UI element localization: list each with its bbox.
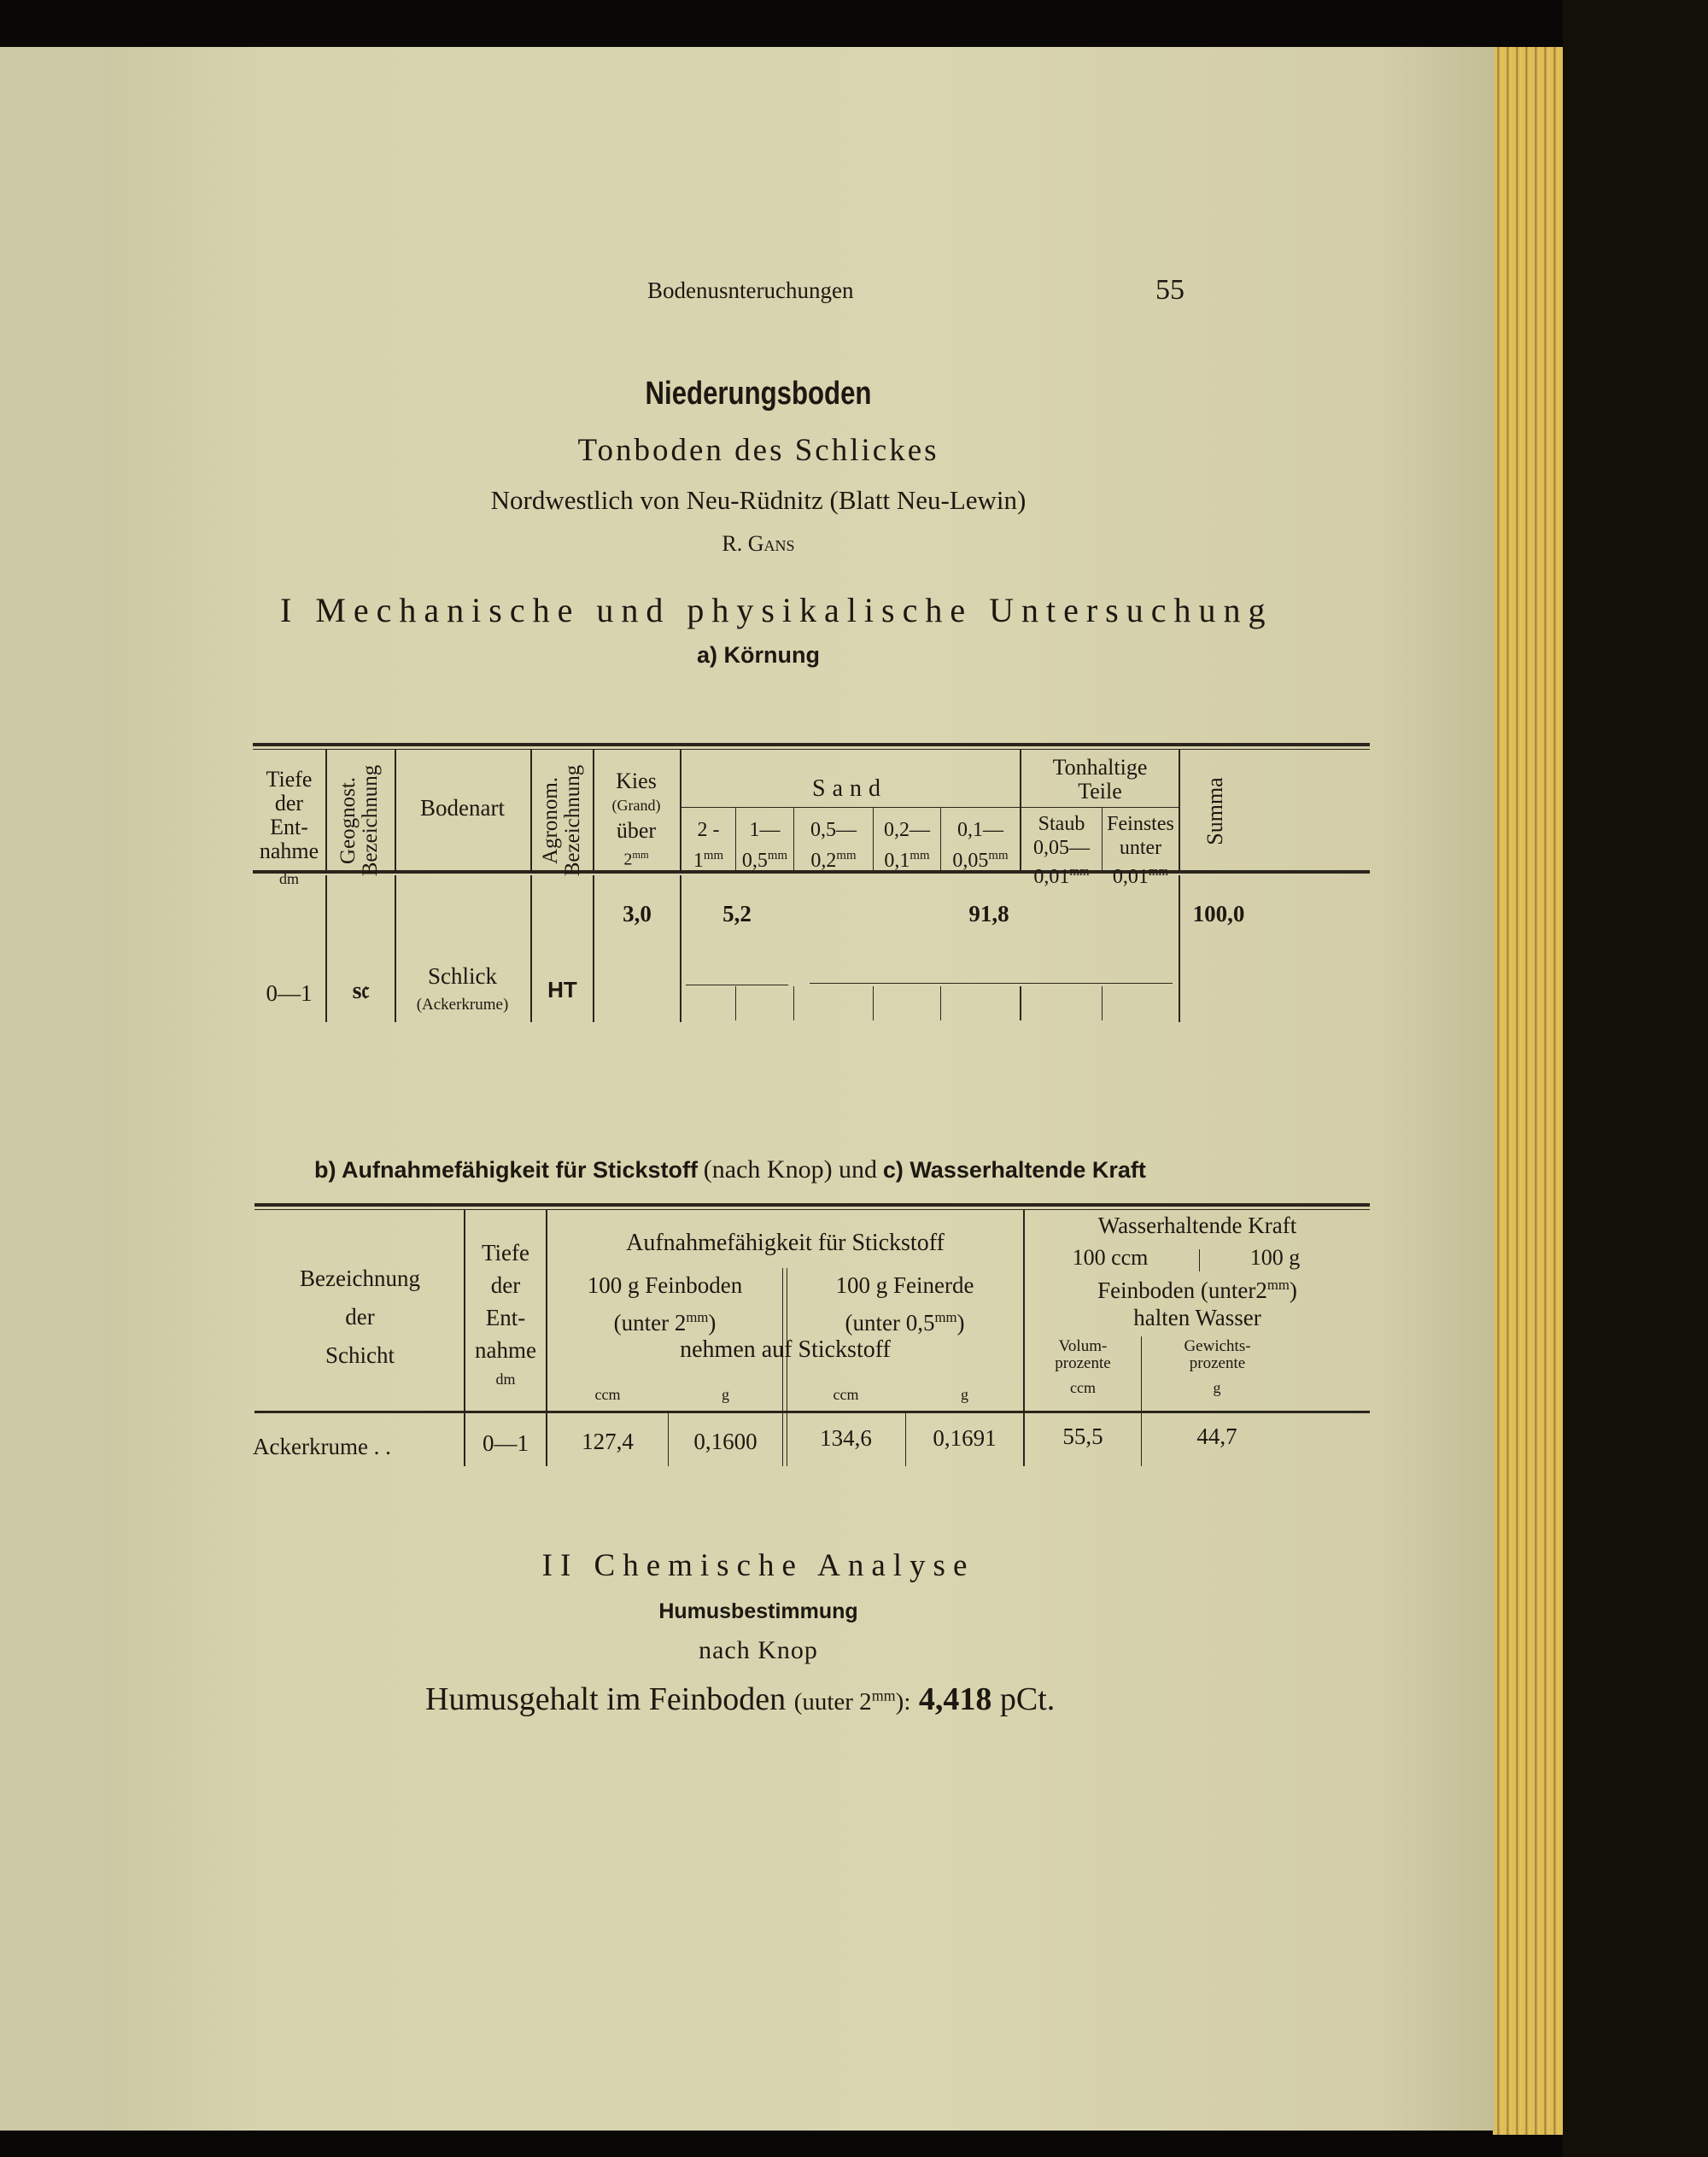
result-paren: (uuter 2: [793, 1688, 872, 1716]
col-summa-header: Summa: [1202, 777, 1227, 845]
unit-label: mm: [836, 849, 857, 862]
row-bodenart-note: (Ackerkrume): [416, 996, 509, 1014]
row-depth: 0—1: [266, 980, 313, 1006]
col-agronom-header: [540, 752, 584, 889]
t1-vline: [680, 875, 681, 1022]
unit-label: mm: [767, 849, 788, 862]
location-line: Nordwestlich von Neu-Rüdnitz (Blatt Neu-Lewin): [490, 485, 1027, 515]
header-line: Geognost.: [336, 776, 360, 865]
part-c-label: c) Wasserhaltende Kraft: [882, 1157, 1146, 1183]
unit-label: dm: [278, 870, 299, 887]
wasser-100ccm: 100 ccm: [1072, 1245, 1149, 1270]
row-tiefe: 0—1: [483, 1430, 529, 1456]
row-fine-total: 91,8: [968, 901, 1009, 927]
col-bodenart-header: Bodenart: [420, 795, 505, 821]
header-line: Bezeichnung: [561, 764, 584, 877]
wasser-halten: halten Wasser: [1133, 1305, 1261, 1330]
part-b-label: b) Aufnahmefähigkeit für Stickstoff: [314, 1157, 699, 1183]
result-close: ):: [895, 1688, 911, 1716]
unit-label: mm: [871, 1686, 896, 1704]
unit-label: mm: [632, 849, 649, 861]
sub-header-bottom: 0,2: [810, 850, 837, 872]
result-value: 4,418: [918, 1681, 992, 1717]
header-line: Ent-: [485, 1305, 526, 1330]
header-line: Tiefe: [266, 767, 313, 792]
gewicht-header: [1143, 1338, 1292, 1372]
header-line: ): [708, 1310, 717, 1336]
header-line: der: [345, 1304, 375, 1330]
t1-vline: [325, 750, 327, 871]
section-bc-heading: [314, 1155, 1146, 1184]
section-1-subheading: a) Körnung: [697, 642, 820, 668]
row-sand-coarse: 5,2: [722, 901, 752, 927]
header-line: 2: [623, 850, 633, 869]
header-line: ): [1289, 1277, 1297, 1303]
t1-vline: [1102, 986, 1103, 1020]
table1-top-rule-thin: [253, 749, 1370, 750]
page-stack-edge: [1493, 47, 1563, 2135]
row-feinerde-ccm: 134,6: [820, 1425, 872, 1451]
header-line: Tiefe: [481, 1240, 529, 1266]
t1-hline: [1021, 807, 1180, 808]
unit-label: mm: [988, 849, 1009, 862]
header-line: Agronom.: [539, 776, 562, 865]
method-line: nach Knop: [699, 1636, 818, 1664]
t1-vline: [1179, 750, 1180, 871]
header-line: Ent-: [270, 815, 308, 839]
sub-header-top: 0,2—: [884, 819, 930, 841]
col-ton-header: [1021, 756, 1179, 804]
sub-header-bottom: 0,05: [952, 850, 989, 872]
col-tiefe-header: [465, 1236, 546, 1392]
sub-header-top: Feinstes: [1107, 813, 1174, 835]
row-bezeichnung: Ackerkrume . .: [253, 1434, 391, 1459]
t2-vline: [1199, 1249, 1200, 1271]
t1-vline: [793, 986, 794, 1020]
sub-header-bottom: 0,01: [1033, 866, 1070, 888]
result-prefix: Humusgehalt im Feinboden: [425, 1681, 787, 1717]
section-2-heading: II Chemische Analyse: [541, 1548, 975, 1583]
sub-header-bottom: 1: [693, 850, 704, 872]
volum-header: [1025, 1338, 1141, 1372]
t1-vline: [735, 986, 736, 1020]
header-line: (unter 2: [613, 1310, 687, 1336]
table2-top-rule: [254, 1203, 1370, 1207]
unit-label: mm: [1148, 865, 1169, 879]
header-line: Gewichts-: [1184, 1337, 1251, 1355]
header-line: nahme: [259, 839, 319, 863]
t1-hline: [681, 807, 1021, 808]
header-line: 100 g Feinboden: [587, 1272, 743, 1298]
header-line: 100 g Feinerde: [835, 1272, 974, 1298]
t1-hline: [810, 983, 1173, 984]
table2-top-rule-thin: [254, 1209, 1370, 1210]
nach-knop-label: (nach Knop) und: [703, 1155, 878, 1184]
header-line: der: [274, 791, 304, 815]
table1-top-rule: [253, 743, 1370, 746]
sub-header-top: 2 -: [697, 819, 720, 841]
ton-sub-feinstes: [1103, 812, 1179, 889]
row-agronom: HT: [547, 977, 577, 1003]
header-line: Bezeichnung: [300, 1266, 420, 1291]
col-wasser-header: Wasserhaltende Kraft: [1097, 1213, 1297, 1238]
row-feinboden-g: 0,1600: [693, 1429, 757, 1454]
sub-header-top: 0,5—: [810, 819, 857, 841]
sub-header-bottom: 0,1: [884, 850, 910, 872]
row-volumprozente: 55,5: [1062, 1423, 1103, 1449]
col-aufnahme-header: Aufnahmefähigkeit für Stickstoff: [626, 1230, 945, 1256]
t1-vline: [940, 986, 941, 1020]
ton-sub-staub: [1021, 812, 1102, 889]
t1-vline: [1179, 875, 1180, 1022]
sub-header-top: 0,1—: [957, 819, 1003, 841]
wasser-feinboden: [1025, 1277, 1370, 1304]
header-line: Teile: [1078, 779, 1122, 804]
running-title: Bodenusnteruchungen: [647, 278, 854, 303]
header-line: der: [490, 1272, 521, 1298]
t1-vline: [530, 750, 532, 871]
sub-header-mid: 0,05—: [1033, 837, 1090, 859]
col-sand-header: Sand: [812, 775, 887, 802]
t1-vline: [873, 986, 874, 1020]
row-summa: 100,0: [1192, 901, 1245, 927]
header-line: Feinboden (unter2: [1097, 1277, 1267, 1303]
wasser-100g: 100 g: [1249, 1245, 1301, 1270]
col-kies-header: [593, 769, 680, 873]
author: R. Gans: [722, 531, 795, 556]
left-page-edge: [0, 47, 103, 2131]
feinboden-header: [547, 1270, 782, 1339]
result-suffix: pCt.: [999, 1681, 1056, 1717]
header-line: (unter 0,5: [845, 1310, 935, 1336]
header-line: ): [956, 1310, 965, 1336]
feinerde-header: [787, 1270, 1023, 1339]
unit-label: mm: [934, 1309, 957, 1325]
row-feinboden-ccm: 127,4: [582, 1429, 634, 1454]
unit-label: mm: [1069, 865, 1090, 879]
row-gewichtsprozente: 44,7: [1196, 1423, 1237, 1449]
header-line: Volum-: [1058, 1337, 1108, 1355]
sub-header-bottom: 0,5: [741, 850, 768, 872]
sand-sub-4: [874, 817, 940, 874]
sub-header-top: Staub: [1038, 813, 1085, 835]
table2-header-rule: [254, 1411, 1370, 1413]
header-line: über: [616, 818, 657, 843]
sand-sub-2: [736, 817, 793, 874]
t1-vline: [1020, 986, 1021, 1020]
header-line: Bezeichnung: [359, 764, 382, 877]
row-feinerde-g: 0,1691: [933, 1425, 997, 1451]
header-line: (Grand): [611, 797, 661, 814]
unit-g-1: g: [722, 1386, 729, 1403]
col-geognost-header: [337, 752, 382, 889]
col-depth-header: [253, 768, 325, 891]
sub-header-top: 1—: [749, 819, 781, 841]
header-line: Kies: [616, 769, 657, 793]
row-bodenart: Schlick: [428, 963, 497, 989]
page-title: Niederungsboden: [645, 376, 872, 412]
book-cover: [1563, 0, 1708, 2157]
unit-label: dm: [495, 1371, 516, 1388]
sand-sub-5: [941, 817, 1020, 874]
book-page: [101, 47, 1494, 2131]
section-1-heading: I Mechanische und physikalische Untersuchung: [280, 591, 1273, 629]
unit-g-2: g: [961, 1386, 968, 1403]
humus-result: [425, 1681, 1055, 1718]
unit-ccm-3: ccm: [1070, 1379, 1096, 1396]
sand-sub-3: [794, 817, 873, 874]
unit-label: mm: [686, 1309, 709, 1325]
section-2-subheading: Humusbestimmung: [658, 1599, 858, 1623]
unit-label: mm: [1266, 1277, 1290, 1293]
unit-ccm-2: ccm: [833, 1386, 859, 1403]
row-geognost: s𝔠: [352, 978, 370, 1004]
header-line: Tonhaltige: [1052, 755, 1148, 780]
nehmen-header: nehmen auf Stickstoff: [680, 1336, 891, 1363]
col-bez-header: [256, 1260, 464, 1375]
unit-ccm-1: ccm: [594, 1386, 621, 1403]
header-line: Schicht: [325, 1342, 395, 1368]
subtitle: Tonboden des Schlickes: [577, 433, 939, 468]
unit-label: mm: [910, 849, 930, 862]
sub-header-mid: unter: [1119, 837, 1162, 859]
unit-g-3: g: [1213, 1379, 1221, 1396]
sand-sub-1: [681, 817, 735, 874]
t1-vline: [593, 875, 594, 1022]
page-number: 55: [1155, 274, 1184, 306]
row-kies: 3,0: [623, 901, 652, 927]
header-line: prozente: [1055, 1354, 1111, 1372]
header-line: prozente: [1189, 1354, 1246, 1372]
unit-label: mm: [703, 849, 724, 862]
header-line: nahme: [475, 1337, 536, 1363]
sub-header-bottom: 0,01: [1112, 866, 1149, 888]
